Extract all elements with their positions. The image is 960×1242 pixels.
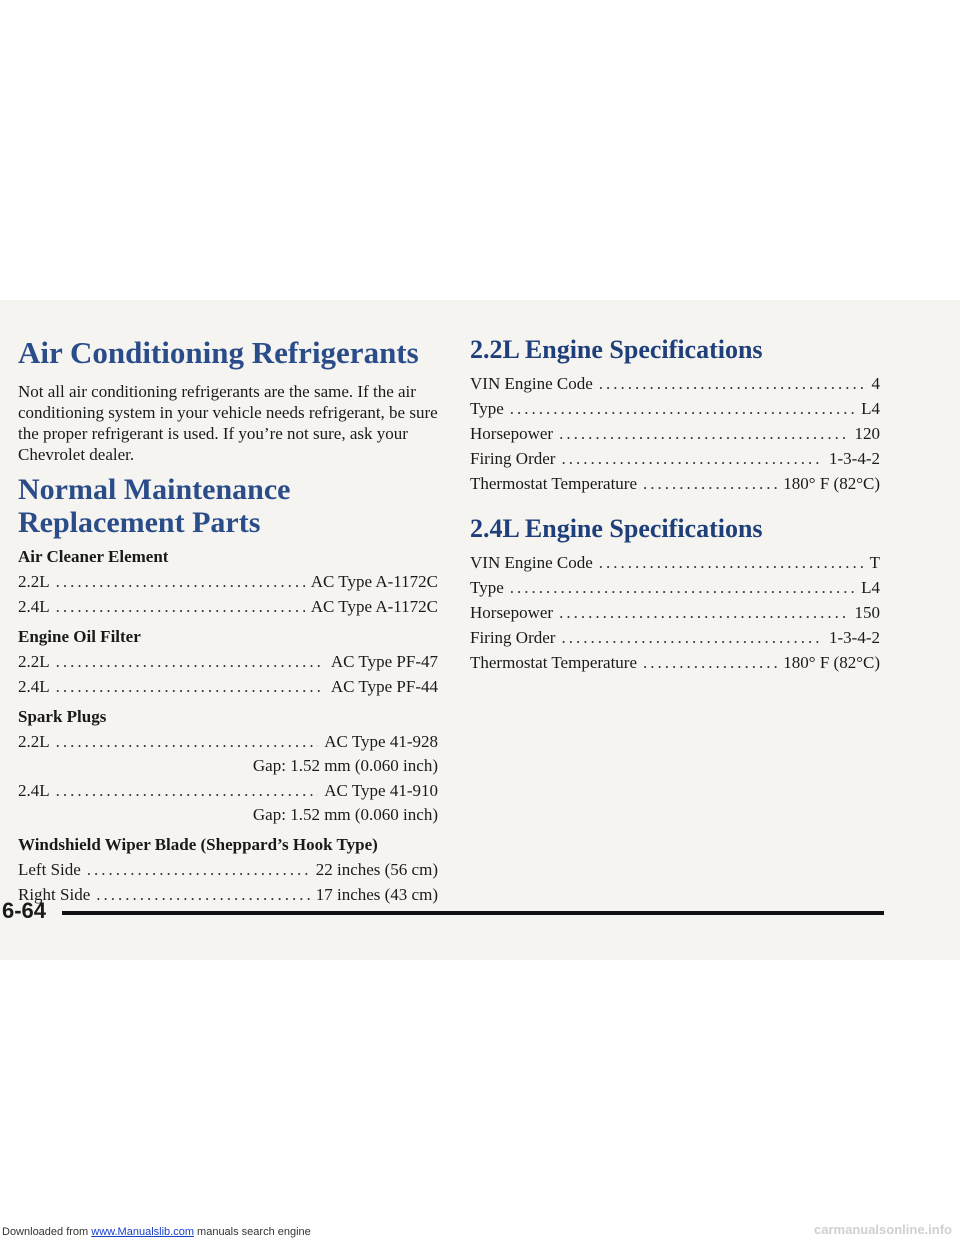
spec-row: 2.2L ..... AC Type A-1172C bbox=[18, 569, 438, 594]
spec-row: 2.2L ..... AC Type PF-47 bbox=[18, 649, 438, 674]
spec-row: 2.4L ..... AC Type 41-910 bbox=[18, 778, 438, 803]
spec-row: 2.4L ..... AC Type A-1172C bbox=[18, 594, 438, 619]
spec-row: VIN Engine Code ..... 4 bbox=[470, 371, 880, 396]
right-column bbox=[470, 335, 880, 693]
group-title: Engine Oil Filter bbox=[18, 627, 141, 646]
spark-plugs-group bbox=[18, 705, 438, 827]
oil-filter-group bbox=[18, 625, 438, 699]
maintenance-parts-heading: Normal Maintenance Replacement Parts bbox=[18, 473, 291, 539]
page-number: 6-64 bbox=[2, 898, 47, 923]
gap-spec: Gap: 1.52 mm (0.060 inch) bbox=[252, 805, 438, 824]
engine-24-heading: 2.4L Engine Specifications bbox=[470, 514, 763, 543]
spec-row: 2.2L ..... AC Type 41-928 bbox=[18, 729, 438, 754]
left-column bbox=[18, 335, 438, 907]
spec-row: Firing Order ..... 1-3-4-2 bbox=[470, 625, 880, 650]
spec-row: VIN Engine Code ..... T bbox=[470, 550, 880, 575]
wiper-blade-group bbox=[18, 833, 438, 907]
watermark-brand: carmanualsonline.info bbox=[814, 1222, 952, 1237]
spec-row: Type ..... L4 bbox=[470, 575, 880, 600]
ac-refrigerants-heading: Air Conditioning Refrigerants bbox=[18, 335, 419, 370]
group-title: Windshield Wiper Blade (Sheppard’s Hook Type) bbox=[18, 835, 378, 854]
spec-row: Horsepower ..... 120 bbox=[470, 421, 880, 446]
spec-row: Thermostat Temperature ..... 180° F (82°C) bbox=[470, 650, 880, 675]
spec-row: Thermostat Temperature ..... 180° F (82°C) bbox=[470, 471, 880, 496]
spec-row: Left Side ..... 22 inches (56 cm) bbox=[18, 857, 438, 882]
spec-row: Type ..... L4 bbox=[470, 396, 880, 421]
spec-row: 2.4L ..... AC Type PF-44 bbox=[18, 674, 438, 699]
ac-refrigerants-text: Not all air conditioning refrigerants are the same. If the air conditioning system in your vehicle needs refrigerant, be sure the proper refrigerant is used. If you’re not sure, ask your Chevrolet dealer. bbox=[18, 382, 438, 464]
bottom-margin bbox=[0, 960, 960, 1242]
footer-rule bbox=[62, 911, 884, 915]
engine-24-specs bbox=[470, 514, 880, 675]
engine-22-heading: 2.2L Engine Specifications bbox=[470, 335, 763, 364]
spec-row: Horsepower ..... 150 bbox=[470, 600, 880, 625]
spec-row: Firing Order ..... 1-3-4-2 bbox=[470, 446, 880, 471]
top-margin bbox=[0, 0, 960, 300]
air-cleaner-group bbox=[18, 545, 438, 619]
group-title: Spark Plugs bbox=[18, 707, 107, 726]
gap-spec: Gap: 1.52 mm (0.060 inch) bbox=[252, 756, 438, 775]
download-footer: Downloaded from www.Manualslib.com manuals search engine bbox=[2, 1226, 311, 1238]
group-title: Air Cleaner Element bbox=[18, 547, 169, 566]
engine-22-specs bbox=[470, 335, 880, 496]
spec-row: Right Side ..... 17 inches (43 cm) bbox=[18, 882, 438, 907]
manualslib-link[interactable]: www.Manualslib.com bbox=[91, 1226, 194, 1238]
